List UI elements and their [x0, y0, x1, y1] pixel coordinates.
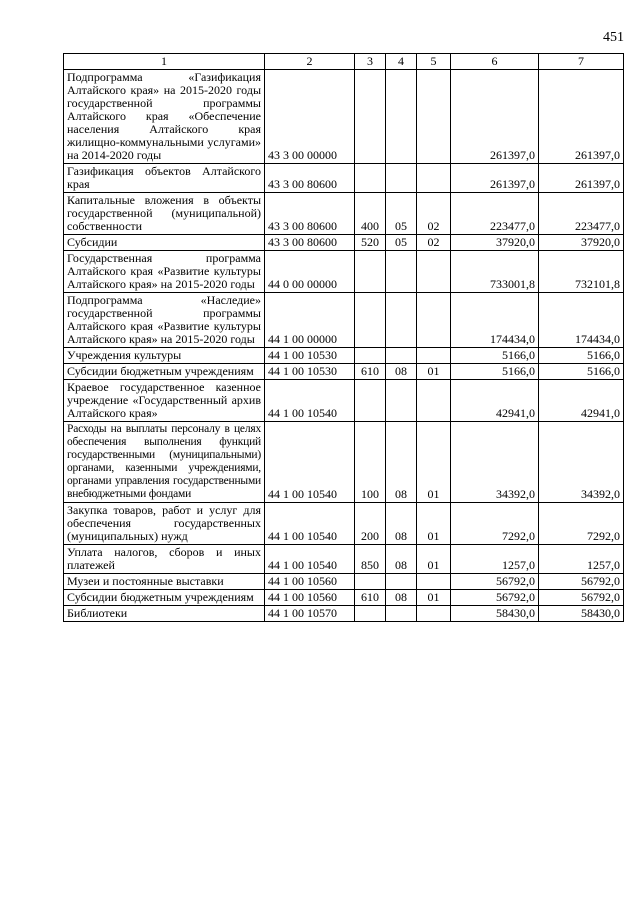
- row-sum-year2: 223477,0: [539, 193, 624, 235]
- column-header: 3: [355, 54, 386, 70]
- table-row: [64, 590, 624, 606]
- row-sum-year1: 34392,0: [451, 422, 539, 503]
- row-target-code: 44 1 00 10570: [265, 606, 355, 622]
- row-sum-year2: 34392,0: [539, 422, 624, 503]
- row-section: 08: [386, 422, 417, 503]
- row-subsection: 01: [417, 590, 451, 606]
- table-row: [64, 422, 624, 503]
- row-expense-type: [355, 251, 386, 293]
- row-section: 08: [386, 590, 417, 606]
- row-name: Субсидии: [64, 235, 265, 251]
- row-sum-year2: 56792,0: [539, 590, 624, 606]
- row-subsection: [417, 164, 451, 193]
- row-target-code: 44 0 00 00000: [265, 251, 355, 293]
- table-row: [64, 293, 624, 348]
- row-sum-year1: 42941,0: [451, 380, 539, 422]
- row-expense-type: 400: [355, 193, 386, 235]
- row-target-code: 43 3 00 80600: [265, 193, 355, 235]
- row-sum-year1: 261397,0: [451, 70, 539, 164]
- row-expense-type: [355, 70, 386, 164]
- row-subsection: [417, 606, 451, 622]
- row-sum-year2: 1257,0: [539, 545, 624, 574]
- row-sum-year1: 174434,0: [451, 293, 539, 348]
- row-expense-type: [355, 606, 386, 622]
- table-row: [64, 164, 624, 193]
- table-row: [64, 348, 624, 364]
- row-expense-type: [355, 348, 386, 364]
- row-subsection: 01: [417, 503, 451, 545]
- row-name: Библиотеки: [64, 606, 265, 622]
- table-row: [64, 193, 624, 235]
- row-subsection: 01: [417, 364, 451, 380]
- row-name: Учреждения культуры: [64, 348, 265, 364]
- header-row: [64, 54, 624, 70]
- row-section: 05: [386, 235, 417, 251]
- row-target-code: 44 1 00 10540: [265, 422, 355, 503]
- column-header: 1: [64, 54, 265, 70]
- row-sum-year1: 223477,0: [451, 193, 539, 235]
- row-expense-type: [355, 574, 386, 590]
- row-sum-year1: 1257,0: [451, 545, 539, 574]
- row-sum-year2: 37920,0: [539, 235, 624, 251]
- row-section: 05: [386, 193, 417, 235]
- row-expense-type: [355, 164, 386, 193]
- table-row: [64, 251, 624, 293]
- row-target-code: 44 1 00 00000: [265, 293, 355, 348]
- row-section: [386, 606, 417, 622]
- row-sum-year2: 261397,0: [539, 70, 624, 164]
- row-expense-type: 520: [355, 235, 386, 251]
- row-sum-year1: 56792,0: [451, 574, 539, 590]
- row-sum-year1: 58430,0: [451, 606, 539, 622]
- row-expense-type: 610: [355, 364, 386, 380]
- row-name: Подпрограмма «Наследие» государственной программы Алтайского края «Развитие культуры Алтайского края» на 2015-2020 годы: [64, 293, 265, 348]
- row-name: Капитальные вложения в объекты государственной (муниципальной) собственности: [64, 193, 265, 235]
- column-header: 7: [539, 54, 624, 70]
- row-sum-year2: 7292,0: [539, 503, 624, 545]
- table-row: [64, 235, 624, 251]
- column-header: 2: [265, 54, 355, 70]
- row-sum-year1: 733001,8: [451, 251, 539, 293]
- row-name: Уплата налогов, сборов и иных платежей: [64, 545, 265, 574]
- row-subsection: [417, 70, 451, 164]
- row-subsection: 01: [417, 422, 451, 503]
- row-name: Субсидии бюджетным учреждениям: [64, 590, 265, 606]
- row-target-code: 44 1 00 10560: [265, 590, 355, 606]
- table-row: [64, 70, 624, 164]
- row-sum-year2: 174434,0: [539, 293, 624, 348]
- row-sum-year2: 5166,0: [539, 348, 624, 364]
- row-subsection: 01: [417, 545, 451, 574]
- row-expense-type: [355, 293, 386, 348]
- table-row: [64, 380, 624, 422]
- row-section: [386, 348, 417, 364]
- row-subsection: 02: [417, 235, 451, 251]
- row-subsection: [417, 380, 451, 422]
- row-name: Субсидии бюджетным учреждениям: [64, 364, 265, 380]
- row-subsection: [417, 251, 451, 293]
- row-expense-type: 850: [355, 545, 386, 574]
- row-sum-year1: 261397,0: [451, 164, 539, 193]
- row-sum-year2: 58430,0: [539, 606, 624, 622]
- row-section: 08: [386, 503, 417, 545]
- row-section: [386, 574, 417, 590]
- row-sum-year1: 7292,0: [451, 503, 539, 545]
- row-target-code: 44 1 00 10540: [265, 545, 355, 574]
- row-sum-year2: 42941,0: [539, 380, 624, 422]
- row-section: [386, 251, 417, 293]
- row-expense-type: 100: [355, 422, 386, 503]
- row-name: Государственная программа Алтайского края «Развитие культуры Алтайского края» на 2015-2020 годы: [64, 251, 265, 293]
- row-name: Газификация объектов Алтайского края: [64, 164, 265, 193]
- row-subsection: [417, 293, 451, 348]
- row-name: Краевое государственное казенное учреждение «Государственный архив Алтайского края»: [64, 380, 265, 422]
- row-name: Подпрограмма «Газификация Алтайского края» на 2015-2020 годы государственной программы Алтайского края «Обеспечение населения Алтайского края жилищно-коммунальными услугами» на 2014-2020 годы: [64, 70, 265, 164]
- row-section: [386, 164, 417, 193]
- row-sum-year1: 5166,0: [451, 364, 539, 380]
- row-target-code: 43 3 00 80600: [265, 164, 355, 193]
- column-header: 4: [386, 54, 417, 70]
- table-row: [64, 503, 624, 545]
- row-subsection: [417, 348, 451, 364]
- row-section: 08: [386, 545, 417, 574]
- row-section: [386, 70, 417, 164]
- row-name: Расходы на выплаты персоналу в целях обеспечения выполнения функций государственными (муниципальными) органами, казенными учреждениями, органами управления государственными внебюджетными фондами: [64, 422, 265, 503]
- row-section: 08: [386, 364, 417, 380]
- table-row: [64, 545, 624, 574]
- row-sum-year2: 732101,8: [539, 251, 624, 293]
- row-name: Закупка товаров, работ и услуг для обеспечения государственных (муниципальных) нужд: [64, 503, 265, 545]
- budget-table: [63, 53, 624, 622]
- row-target-code: 44 1 00 10540: [265, 503, 355, 545]
- row-expense-type: [355, 380, 386, 422]
- row-section: [386, 293, 417, 348]
- row-name: Музеи и постоянные выставки: [64, 574, 265, 590]
- row-sum-year1: 5166,0: [451, 348, 539, 364]
- row-sum-year1: 56792,0: [451, 590, 539, 606]
- row-subsection: 02: [417, 193, 451, 235]
- column-header: 6: [451, 54, 539, 70]
- page-number: 451: [603, 30, 624, 45]
- table-row: [64, 606, 624, 622]
- row-target-code: 43 3 00 00000: [265, 70, 355, 164]
- row-expense-type: 200: [355, 503, 386, 545]
- row-sum-year2: 261397,0: [539, 164, 624, 193]
- table-row: [64, 574, 624, 590]
- table-row: [64, 364, 624, 380]
- row-target-code: 44 1 00 10540: [265, 380, 355, 422]
- row-section: [386, 380, 417, 422]
- row-sum-year1: 37920,0: [451, 235, 539, 251]
- row-target-code: 44 1 00 10530: [265, 348, 355, 364]
- row-expense-type: 610: [355, 590, 386, 606]
- column-header: 5: [417, 54, 451, 70]
- row-target-code: 44 1 00 10530: [265, 364, 355, 380]
- row-target-code: 44 1 00 10560: [265, 574, 355, 590]
- row-subsection: [417, 574, 451, 590]
- row-sum-year2: 56792,0: [539, 574, 624, 590]
- row-sum-year2: 5166,0: [539, 364, 624, 380]
- row-target-code: 43 3 00 80600: [265, 235, 355, 251]
